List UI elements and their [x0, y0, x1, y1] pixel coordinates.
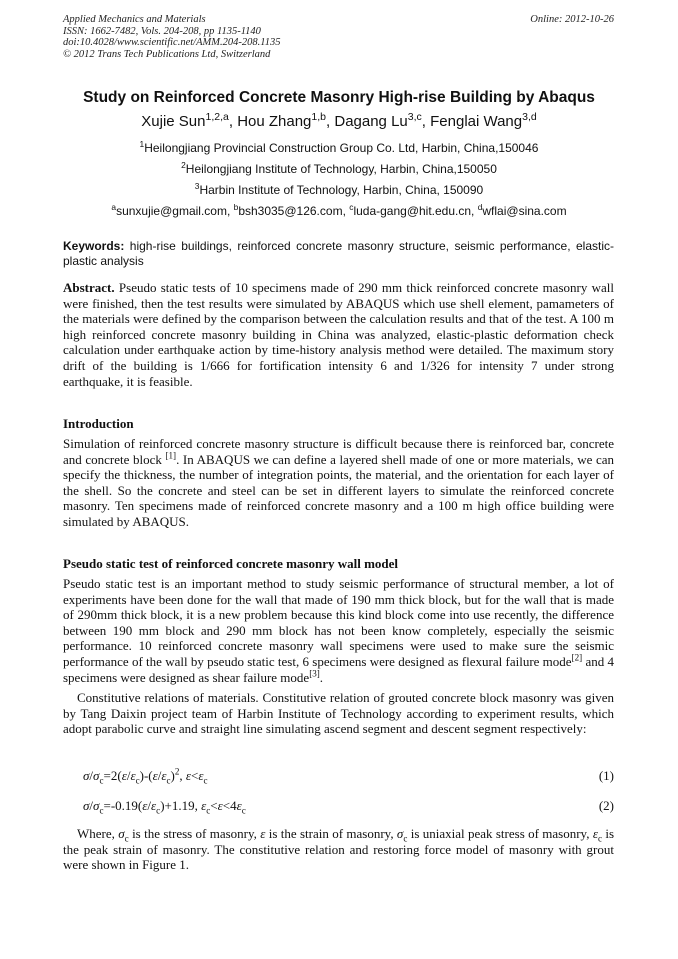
affiliation-line	[40, 138, 638, 159]
affiliation-sup: 2	[181, 160, 186, 170]
email-line	[40, 201, 638, 222]
email-text: luda-gang@hit.edu.cn,	[353, 204, 475, 218]
paragraph-text: is the peak strain of masonry. The constitutive relation and restoring force model of masonry with grout were shown in Figure 1.	[63, 826, 615, 873]
equation-body: $\sigma/\sigma_c=2(\varepsilon/\varepsilon_c)-(\varepsilon/\varepsilon_c)^2$, $\varepsilon<\varepsilon_c$	[83, 766, 208, 786]
pseudo-static-paragraph	[63, 576, 614, 685]
paragraph-text: is uniaxial peak stress of masonry,	[407, 826, 593, 841]
equation-body: $\sigma/\sigma_c=-0.19(\varepsilon/\varepsilon_c)+1.19$, $\varepsilon_c<\varepsilon<4\varepsilon_c$	[83, 798, 246, 816]
section-heading-introduction: Introduction	[63, 416, 134, 431]
abstract	[63, 280, 614, 389]
affiliation-line	[40, 180, 638, 201]
keywords-text: high-rise buildings, reinforced concrete masonry structure, seismic performance, elastic-plastic analysis	[63, 239, 614, 268]
paragraph-text: Simulation of reinforced concrete masonry structure is difficult because there is reinforced bar, concrete and concrete block	[63, 436, 614, 467]
affiliation-sup: 1	[139, 139, 145, 149]
equation-1	[83, 768, 614, 784]
affiliation-text: Harbin Institute of Technology, Harbin, China, 150090	[199, 183, 484, 197]
author-sup: 1,b	[311, 111, 327, 123]
affiliation-text: Heilongjiang Institute of Technology, Harbin, China,150050	[185, 162, 497, 176]
paragraph-text: .	[319, 669, 324, 685]
citation: [3]	[309, 668, 320, 679]
author-name: Hou Zhang	[237, 113, 312, 130]
author-sup: 3,c	[407, 111, 422, 123]
keywords-label: Keywords:	[63, 239, 125, 253]
email-text: sunxujie@gmail.com,	[116, 204, 231, 218]
keywords	[63, 239, 614, 269]
citation: [2]	[571, 652, 583, 663]
paper-title: Study on Reinforced Concrete Masonry High-rise Building by Abaqus	[83, 89, 595, 106]
running-header	[63, 14, 614, 60]
affiliation-line	[40, 159, 638, 180]
paragraph-text: Where,	[77, 826, 119, 841]
paragraph-text: is the strain of masonry,	[265, 826, 397, 841]
paragraph-text: and 4 specimens were designed as shear failure mode	[63, 653, 614, 685]
issn-line: ISSN: 1662-7482, Vols. 204-208, pp 1135-1140	[63, 25, 261, 37]
equation-2	[83, 798, 614, 814]
constitutive-paragraph: Constitutive relations of materials. Constitutive relation of grouted concrete block masonry was given by Tang Daixin project team of Harbin Institute of Technology according to experiment results, which adopt parabolic curve and straight line simulating ascend segment and descent segment respectively:	[63, 690, 614, 737]
citation: [1]	[165, 450, 177, 461]
author-list: Xujie Sun$^{1,2,a}$, Hou Zhang$^{1,b}$, Dagang Lu$^{3,c}$, Fenglai Wang$^{3,d}$	[141, 111, 537, 130]
email-text: bsh3035@126.com,	[238, 204, 346, 218]
doi-line: doi:10.4028/www.scientific.net/AMM.204-208.1135	[63, 37, 281, 48]
author-name: Xujie Sun	[141, 113, 206, 130]
author-name: Fenglai Wang	[430, 113, 523, 130]
affiliations	[40, 138, 638, 222]
copyright-line: © 2012 Trans Tech Publications Ltd, Switzerland	[63, 48, 271, 60]
paragraph-text: . In ABAQUS we can define a layered shell made of one or more materials, we can specify the thickness, the number of integration points, the material, and the orientation for each layer of the shell. So the concrete and steel can be set in different layers to simulate the reinforced concrete masonry. Ten specimens made of reinforced concrete masonry and a 100 m high office building were simulated by ABAQUS.	[63, 451, 614, 529]
author-sup: 3,d	[522, 111, 537, 123]
abstract-text: Pseudo static tests of 10 specimens made of 290 mm thick reinforced concrete masonry wall were finished, then the test results were simulated by ABAQUS which use shell element, pamameters of the materials were defined by the comparison between the calculation results and that of the test. A 100 m high reinforced concrete masonry building in China was analyzed, elastic-plastic deformation check calculation under earthquake action by time-history analysis method were detailed. The maximum story drift of the building is 1/666 for fortification intensity 6 and 1/326 for intensity 7 under strong earthquake, it is feasible.	[63, 280, 614, 389]
where-paragraph: Where, $\sigma_c$ is the stress of masonry, ε is the strain of masonry, $\sigma_c$ is uniaxial peak stress of masonry, $\varepsilon_c$ is the peak strain of masonry. The constitutive relation and restoring force model of masonry with grout were shown in Figure 1.	[63, 826, 615, 873]
author-sup: 1,2,a	[205, 111, 229, 123]
email-sup: d	[477, 202, 483, 212]
introduction-paragraph	[63, 436, 614, 530]
equation-number: (1)	[598, 768, 614, 783]
affiliation-text: Heilongjiang Provincial Construction Group Co. Ltd, Harbin, China,150046	[144, 141, 539, 155]
author-name: Dagang Lu	[334, 113, 408, 130]
email-sup: b	[233, 202, 239, 212]
email-sup: c	[349, 202, 354, 212]
email-sup: a	[111, 202, 117, 212]
abstract-label: Abstract.	[63, 280, 115, 295]
email-text: wflai@sina.com	[482, 204, 567, 218]
online-date: Online: 2012-10-26	[530, 14, 614, 25]
equation-number: (2)	[598, 798, 614, 813]
affiliation-sup: 3	[194, 181, 200, 191]
paragraph-text: Pseudo static test is an important method to study seismic performance of structural member, a lot of experiments have been done for the wall that made of 190 mm thick block, but for the wall that is made of 290mm thick block, it is a new problem because this kind block come into use recently, the difference between 190 mm block and 290 mm block has not been know completely, especially the seismic performance. 10 reinforced concrete masonry wall specimens were used to make sure the seismic performance of the wall by pseudo static test, 6 specimens were designed as flexural failure mode	[63, 576, 614, 669]
paragraph-text: is the stress of masonry,	[128, 826, 261, 841]
journal-name: Applied Mechanics and Materials	[63, 14, 206, 25]
section-heading-pseudo-static: Pseudo static test of reinforced concrete masonry wall model	[63, 556, 399, 571]
